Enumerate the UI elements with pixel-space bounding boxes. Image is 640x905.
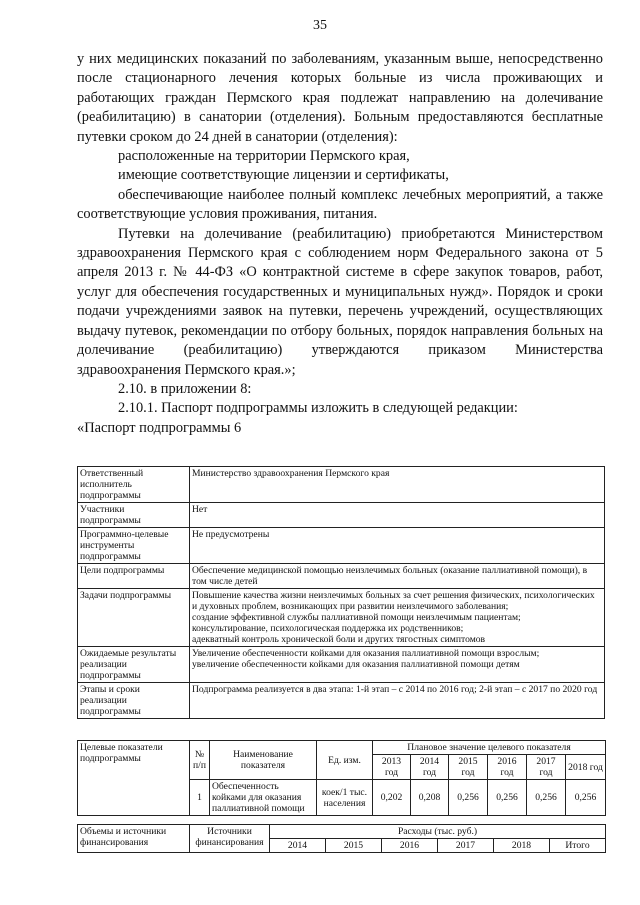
passport-row-value: Нет [190,503,605,528]
indicator-value: 0,256 [449,780,488,816]
finance-year-header: 2017 [438,839,494,853]
paragraph-vouchers: Путевки на долечивание (реабилитацию) приобретаются Министерством здравоохранения Пермского края с соблюдением норм Федерального закона от 5 апреля 2013 г. № 44-ФЗ «О контрактной системе в сфере закупок товаров, работ, услуг для обеспечения государственных и муниципальных нужд». Порядок и сроки подачи учреждениями заявок на путевки, перечень учреждений, осуществляющих выдачу путевок, рекомендации по отбору больных, порядок направления больных на долечивание (реабилитацию) утверждаются приказом Министерства здравоохранения Пермского края.»; [77,225,603,378]
finance-expenses-header: Расходы (тыс. руб.) [270,825,606,839]
passport-row-value: Обеспечение медицинской помощью неизлечимых больных (оказание паллиативной помощи), в том числе детей [190,564,605,589]
passport-row-label: Этапы и сроки реализации подпрограммы [78,683,190,719]
passport-row-label: Задачи подпрограммы [78,589,190,647]
passport-row-label: Программно-целевые инструменты подпрограммы [78,528,190,564]
indicator-name: Обеспеченность койками для оказания паллиативной помощи [210,780,317,816]
passport-row [78,528,605,564]
finance-year-header: 2015 [326,839,382,853]
year-header: 2015 год [449,755,488,780]
finance-table-wrap [77,824,605,853]
indicator-unit: коек/1 тыс. населения [317,780,373,816]
document-body [77,50,603,438]
finance-table [77,824,606,853]
col-header-num: № п/п [190,741,210,780]
passport-row-label: Ответственный исполнитель подпрограммы [78,467,190,503]
col-header-name: Наименование показателя [210,741,317,780]
page-number: 35 [313,18,327,33]
list-item-territory: расположенные на территории Пермского края, [118,148,410,165]
paragraph-indications: у них медицинских показаний по заболеваниям, указанным выше, непосредственно после стационарного лечения которых больные из числа проживающих и работающих граждан Пермского края подлежат направлению на долечивание (реабилитацию) в санатории (отделения). Больным предоставляются бесплатные путевки сроком до 24 дней в санатории (отделения): [77,51,603,145]
year-header: 2017 год [527,755,566,780]
passport-row [78,503,605,528]
targets-table-wrap [77,740,605,816]
paragraph-passport-intro: 2.10.1. Паспорт подпрограммы изложить в следующей редакции: [118,400,518,417]
passport-row-label: Цели подпрограммы [78,564,190,589]
indicator-value: 0,256 [566,780,606,816]
col-header-unit: Ед. изм. [317,741,373,780]
finance-year-header: 2014 [270,839,326,853]
passport-row-value: Министерство здравоохранения Пермского края [190,467,605,503]
passport-row [78,589,605,647]
indicator-value: 0,256 [527,780,566,816]
paragraph-appendix: 2.10. в приложении 8: [118,380,252,397]
passport-row [78,647,605,683]
list-item-licenses: имеющие соответствующие лицензии и сертификаты, [118,167,449,184]
targets-row-label: Целевые показатели подпрограммы [78,741,190,816]
indicator-value: 0,202 [373,780,411,816]
finance-row-label: Объемы и источники финансирования [78,825,190,853]
year-header: 2014 год [411,755,449,780]
year-header: 2016 год [488,755,527,780]
passport-row [78,564,605,589]
finance-sources-header: Источники финансирования [190,825,270,853]
finance-year-header: 2018 [494,839,550,853]
finance-total-header: Итого [550,839,606,853]
passport-table [77,466,605,719]
passport-row [78,467,605,503]
year-header: 2013 год [373,755,411,780]
indicator-value: 0,256 [488,780,527,816]
passport-row [78,683,605,719]
targets-table [77,740,606,816]
indicator-num: 1 [190,780,210,816]
passport-row-label: Участники подпрограммы [78,503,190,528]
passport-row-value: Подпрограмма реализуется в два этапа: 1-й этап – с 2014 по 2016 год; 2-й этап – с 2017 по 2020 год [190,683,605,719]
col-header-plan: Плановое значение целевого показателя [373,741,606,755]
passport-row-value: Увеличение обеспеченности койками для оказания паллиативной помощи взрослым; увеличение обеспеченности койками для оказания паллиативной помощи детям [190,647,605,683]
year-header: 2018 год [566,755,606,780]
passport-row-value: Не предусмотрены [190,528,605,564]
list-item-complex: обеспечивающие наиболее полный комплекс лечебных мероприятий, а также соответствующие условия проживания, питания. [77,186,603,223]
finance-year-header: 2016 [382,839,438,853]
passport-title: «Паспорт подпрограммы 6 [77,419,242,436]
passport-table-wrap [77,466,605,719]
passport-row-label: Ожидаемые результаты реализации подпрограммы [78,647,190,683]
indicator-value: 0,208 [411,780,449,816]
passport-row-value: Повышение качества жизни неизлечимых больных за счет решения физических, психологических и духовных проблем, возникающих при развитии неизлечимого заболевания; создание эффективной службы паллиативной помощи неизлечимым пациентам; консультирование, психологическая поддержка их родственников; адекватный контроль хронической боли и других тягостных симптомов [190,589,605,647]
